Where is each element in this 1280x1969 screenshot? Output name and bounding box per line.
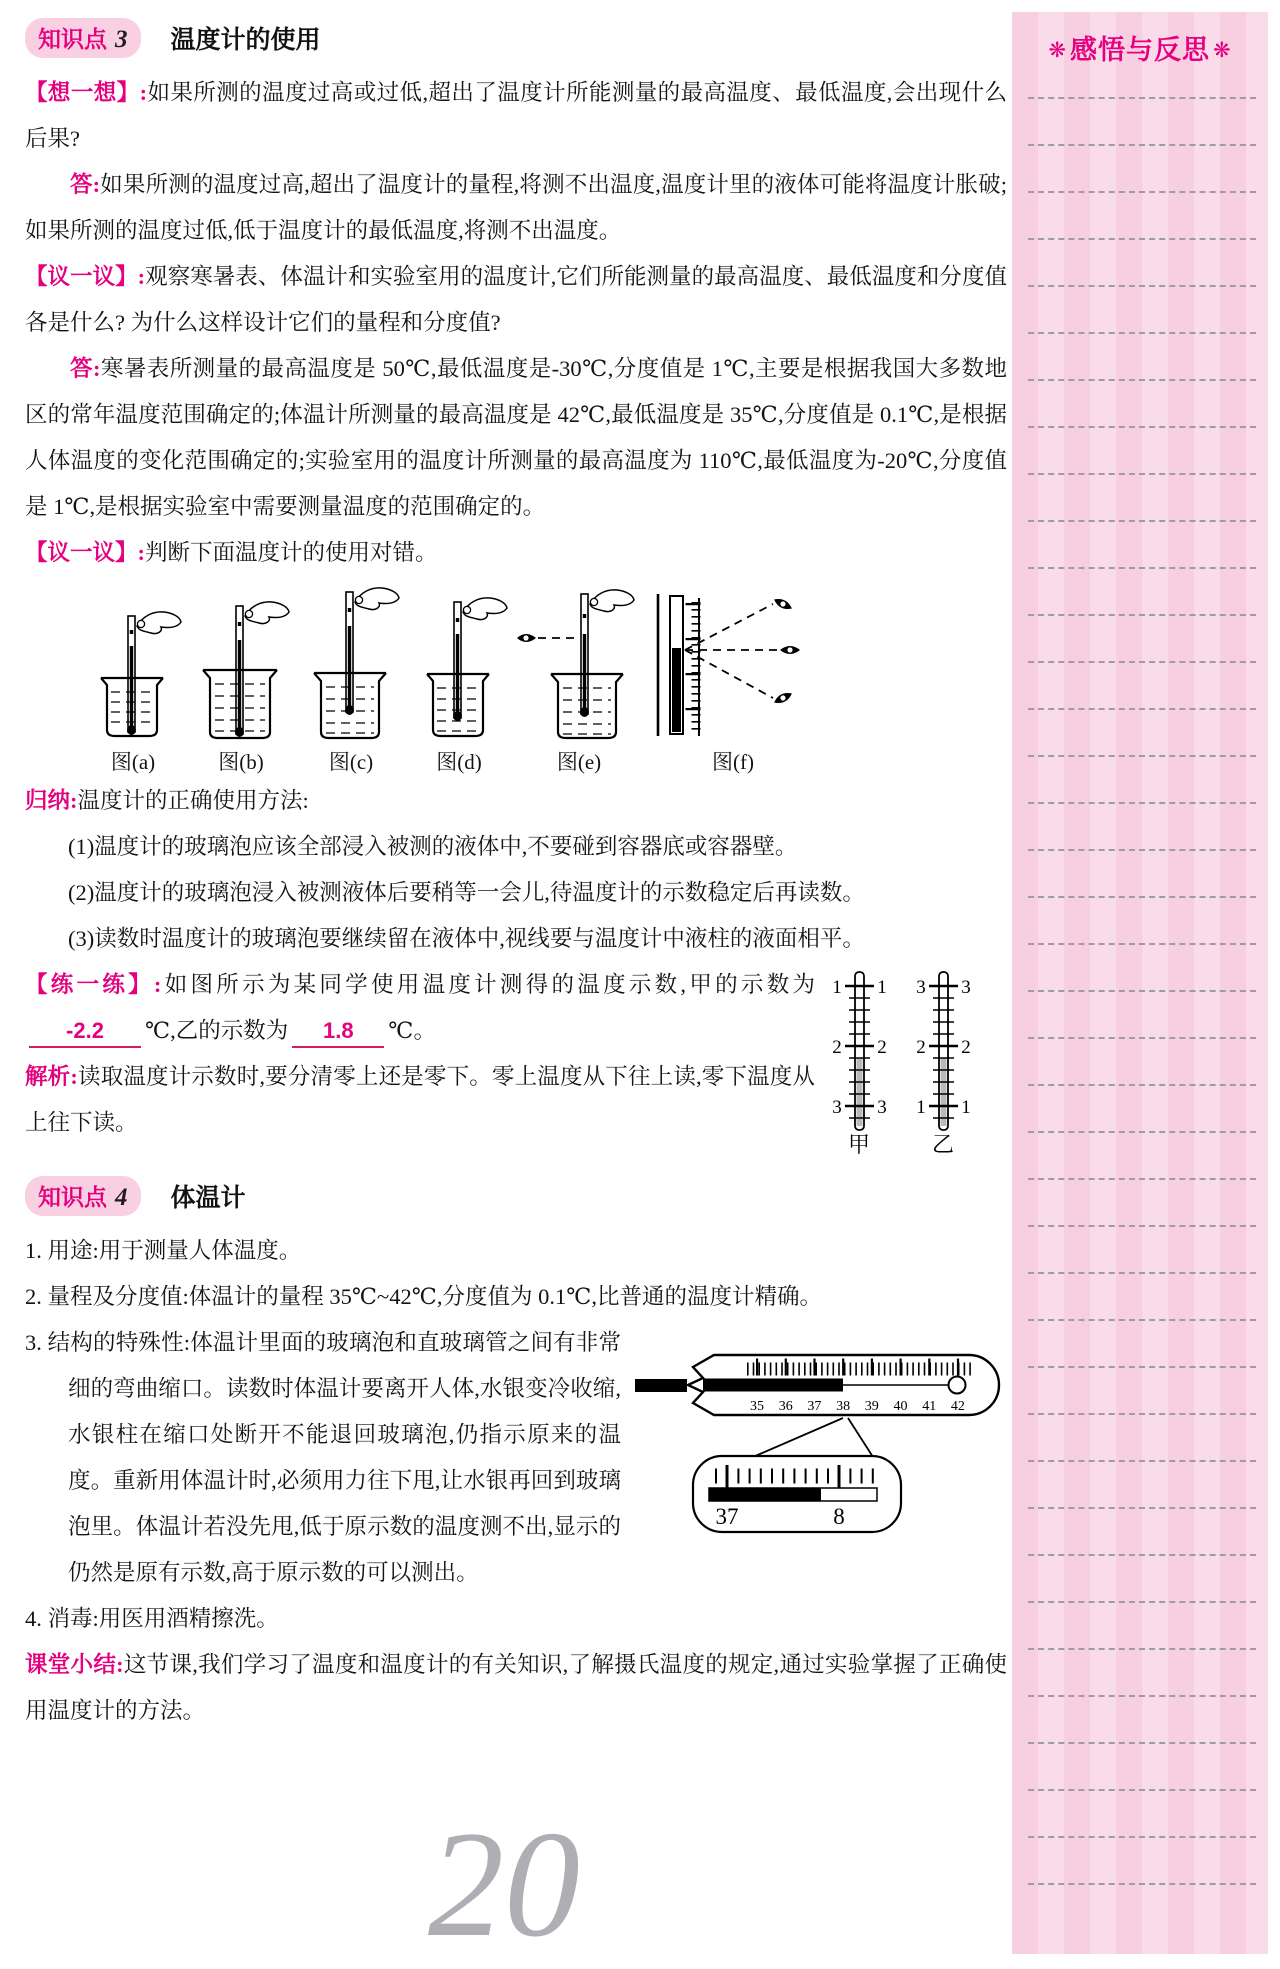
eye-icon-bottom (772, 690, 793, 706)
summary-item-2: (2)温度计的玻璃泡浸入被测液体后要稍等一会儿,待温度计的示数稳定后再读数。 (68, 880, 865, 905)
svg-text:甲: 甲 (847, 1132, 871, 1156)
clinical-thermometer-diagram (635, 1326, 1007, 1552)
figure-c (299, 586, 403, 776)
main-content (25, 16, 1007, 1734)
discuss1-answer-label: 答: (70, 356, 101, 381)
flower-icon-right: ❋ (1213, 39, 1232, 62)
kp4-item-4: 4. 消毒:用医用酒精擦洗。 (25, 1606, 279, 1631)
eye-icon-middle (780, 646, 800, 654)
practice-blank-2: 1.8 (292, 1016, 384, 1048)
analysis-text: 读取温度计示数时,要分清零上还是零下。零上温度从下往上读,零下温度从上往下读。 (25, 1064, 815, 1135)
hand-icon (245, 602, 289, 624)
kp4-item-2: 2. 量程及分度值:体温计的量程 35℃~42℃,分度值为 0.1℃,比普通的温度计精确。 (25, 1284, 823, 1309)
svg-text:37: 37 (715, 1504, 739, 1529)
analysis-label: 解析: (25, 1064, 78, 1089)
svg-text:1: 1 (916, 1097, 926, 1118)
figure-e (515, 586, 643, 776)
think-answer-label: 答: (70, 172, 101, 197)
practice-mid: ℃,乙的示数为 (145, 1018, 289, 1043)
think-answer-text: 如果所测的温度过高,超出了温度计的量程,将测不出温度,温度计里的液体可能将温度计胀破;如果所测的温度过低,低于温度计的最低温度,将测不出温度。 (25, 172, 1007, 243)
flower-icon-left: ❋ (1048, 39, 1067, 62)
svg-text:3: 3 (832, 1097, 842, 1118)
kp4-item-3-block (25, 1320, 1007, 1596)
discuss1-answer-text: 寒暑表所测量的最高温度是 50℃,最低温度是-30℃,分度值是 1℃,主要是根据我国大多数地区的常年温度范围确定的;体温计所测量的最高温度是 42℃,最低温度是 35℃,分度值是 0.1℃,是根据人体温度的变化范围确定的;实验室用的温度计所测量的最高温度为 110℃,最低温度为-20℃,分度值是 1℃,是根据实验室中需要测量温度的范围确定的。 (25, 356, 1007, 519)
summary-label: 归纳: (25, 788, 78, 813)
figure-d (409, 586, 509, 776)
jia-thermometer (827, 966, 891, 1156)
svg-text:2: 2 (877, 1037, 887, 1058)
summary-item-1: (1)温度计的玻璃泡应该全部浸入被测的液体中,不要碰到容器底或容器壁。 (68, 834, 798, 859)
kp3-badge (25, 18, 141, 58)
sidebar-title (1012, 28, 1268, 67)
svg-text:39: 39 (864, 1399, 879, 1414)
practice-blank-1: -2.2 (29, 1016, 141, 1048)
hand-icon (355, 588, 399, 610)
svg-text:2: 2 (916, 1037, 926, 1058)
figure-d-diagram (409, 586, 509, 744)
lesson-summary-label: 课堂小结: (25, 1652, 124, 1677)
figure-c-label: 图(c) (328, 750, 374, 774)
figure-e-label: 图(e) (556, 750, 602, 774)
kp3-badge-text: 知识点 (38, 26, 107, 52)
discuss2-question-text: 判断下面温度计的使用对错。 (145, 540, 438, 565)
figure-f-diagram (649, 586, 817, 744)
yi-thermometer (911, 966, 975, 1156)
clinical-thermometer-figure (635, 1326, 1007, 1552)
figure-a-diagram (83, 586, 183, 744)
eye-icon (517, 634, 536, 642)
svg-text:2: 2 (961, 1037, 971, 1058)
kp3-number: 3 (115, 26, 128, 53)
svg-text:35: 35 (750, 1399, 764, 1414)
discuss2-question (25, 530, 1007, 576)
discuss1-question-text: 观察寒暑表、体温计和实验室用的温度计,它们所能测量的最高温度、最低温度和分度值各是什么? 为什么这样设计它们的量程和分度值? (25, 264, 1007, 335)
ruled-lines (1028, 97, 1256, 1885)
svg-text:1: 1 (832, 977, 842, 998)
lesson-summary (25, 1642, 1007, 1734)
kp4-item-1: 1. 用途:用于测量人体温度。 (25, 1238, 302, 1263)
reflection-sidebar (1012, 12, 1268, 1954)
practice-post: ℃。 (388, 1018, 436, 1043)
figure-f-label: 图(f) (712, 750, 754, 774)
svg-text:2: 2 (832, 1037, 842, 1058)
think-question (25, 70, 1007, 162)
hand-icon (137, 612, 181, 634)
svg-text:3: 3 (877, 1097, 887, 1118)
think-question-text: 如果所测的温度过高或过低,超出了温度计所能测量的最高温度、最低温度,会出现什么后果? (25, 80, 1007, 151)
eye-icon-top (772, 596, 793, 612)
figure-e-diagram (515, 586, 643, 744)
think-label: 【想一想】: (25, 80, 148, 105)
figure-f (649, 586, 817, 776)
svg-text:38: 38 (836, 1399, 851, 1414)
svg-text:3: 3 (961, 977, 971, 998)
figure-a (83, 586, 183, 776)
summary-intro: 温度计的正确使用方法: (77, 788, 309, 813)
thermometer-usage-figures (83, 586, 1007, 776)
summary-item-3: (3)读数时温度计的玻璃泡要继续留在液体中,视线要与温度计中液柱的液面相平。 (68, 926, 865, 951)
svg-text:1: 1 (961, 1097, 971, 1118)
figure-a-label: 图(a) (110, 750, 156, 774)
discuss2-label: 【议一议】: (25, 540, 145, 565)
page-number: 20 (428, 1800, 580, 1968)
think-answer (25, 162, 1007, 254)
svg-text:41: 41 (922, 1399, 937, 1414)
jia-thermometer-diagram (827, 966, 891, 1156)
kp4-badge (25, 1176, 141, 1216)
lesson-summary-text: 这节课,我们学习了温度和温度计的有关知识,了解摄氏温度的规定,通过实验掌握了正确使用温度计的方法。 (25, 1652, 1007, 1723)
jia-yi-figure (827, 966, 1007, 1156)
figure-b (189, 586, 293, 776)
discuss1-answer (25, 346, 1007, 530)
hand-icon (590, 590, 634, 612)
svg-text:40: 40 (893, 1399, 908, 1414)
svg-text:42: 42 (950, 1399, 965, 1414)
kp4-badge-text: 知识点 (38, 1184, 107, 1210)
figure-b-label: 图(b) (218, 750, 264, 774)
figure-d-label: 图(d) (436, 750, 482, 774)
yi-thermometer-diagram (911, 966, 975, 1156)
sidebar-title-text: 感悟与反思 (1070, 35, 1210, 65)
svg-text:3: 3 (916, 977, 926, 998)
svg-text:乙: 乙 (931, 1132, 955, 1156)
kp4-item-3: 3. 结构的特殊性:体温计里面的玻璃泡和直玻璃管之间有非常细的弯曲缩口。读数时体温计要离开人体,水银变冷收缩,水银柱在缩口处断开不能退回玻璃泡,仍指示原来的温度。重新用体温计时,必须用力往下甩,让水银再回到玻璃泡里。体温计若没先甩,低于原示数的温度测不出,显示的仍然是原有示数,高于原示数的可以测出。 (25, 1330, 621, 1585)
svg-text:1: 1 (877, 977, 887, 998)
kp4-header (25, 1176, 1007, 1216)
figure-b-diagram (189, 586, 293, 744)
discuss1-label: 【议一议】: (25, 264, 146, 289)
practice-section (25, 962, 1007, 1160)
hand-icon (463, 598, 507, 620)
discuss1-question (25, 254, 1007, 346)
svg-text:8: 8 (833, 1504, 845, 1529)
practice-label: 【练一练】: (25, 972, 162, 997)
kp4-title: 体温计 (170, 1184, 246, 1212)
svg-text:36: 36 (778, 1399, 793, 1414)
summary-head (25, 778, 1007, 824)
svg-text:37: 37 (807, 1399, 822, 1414)
kp3-title: 温度计的使用 (170, 26, 321, 54)
figure-c-diagram (299, 586, 403, 744)
kp3-header (25, 18, 1007, 58)
kp4-number: 4 (115, 1184, 128, 1211)
practice-pre: 如图所示为某同学使用温度计测得的温度示数,甲的示数为 (161, 972, 815, 997)
